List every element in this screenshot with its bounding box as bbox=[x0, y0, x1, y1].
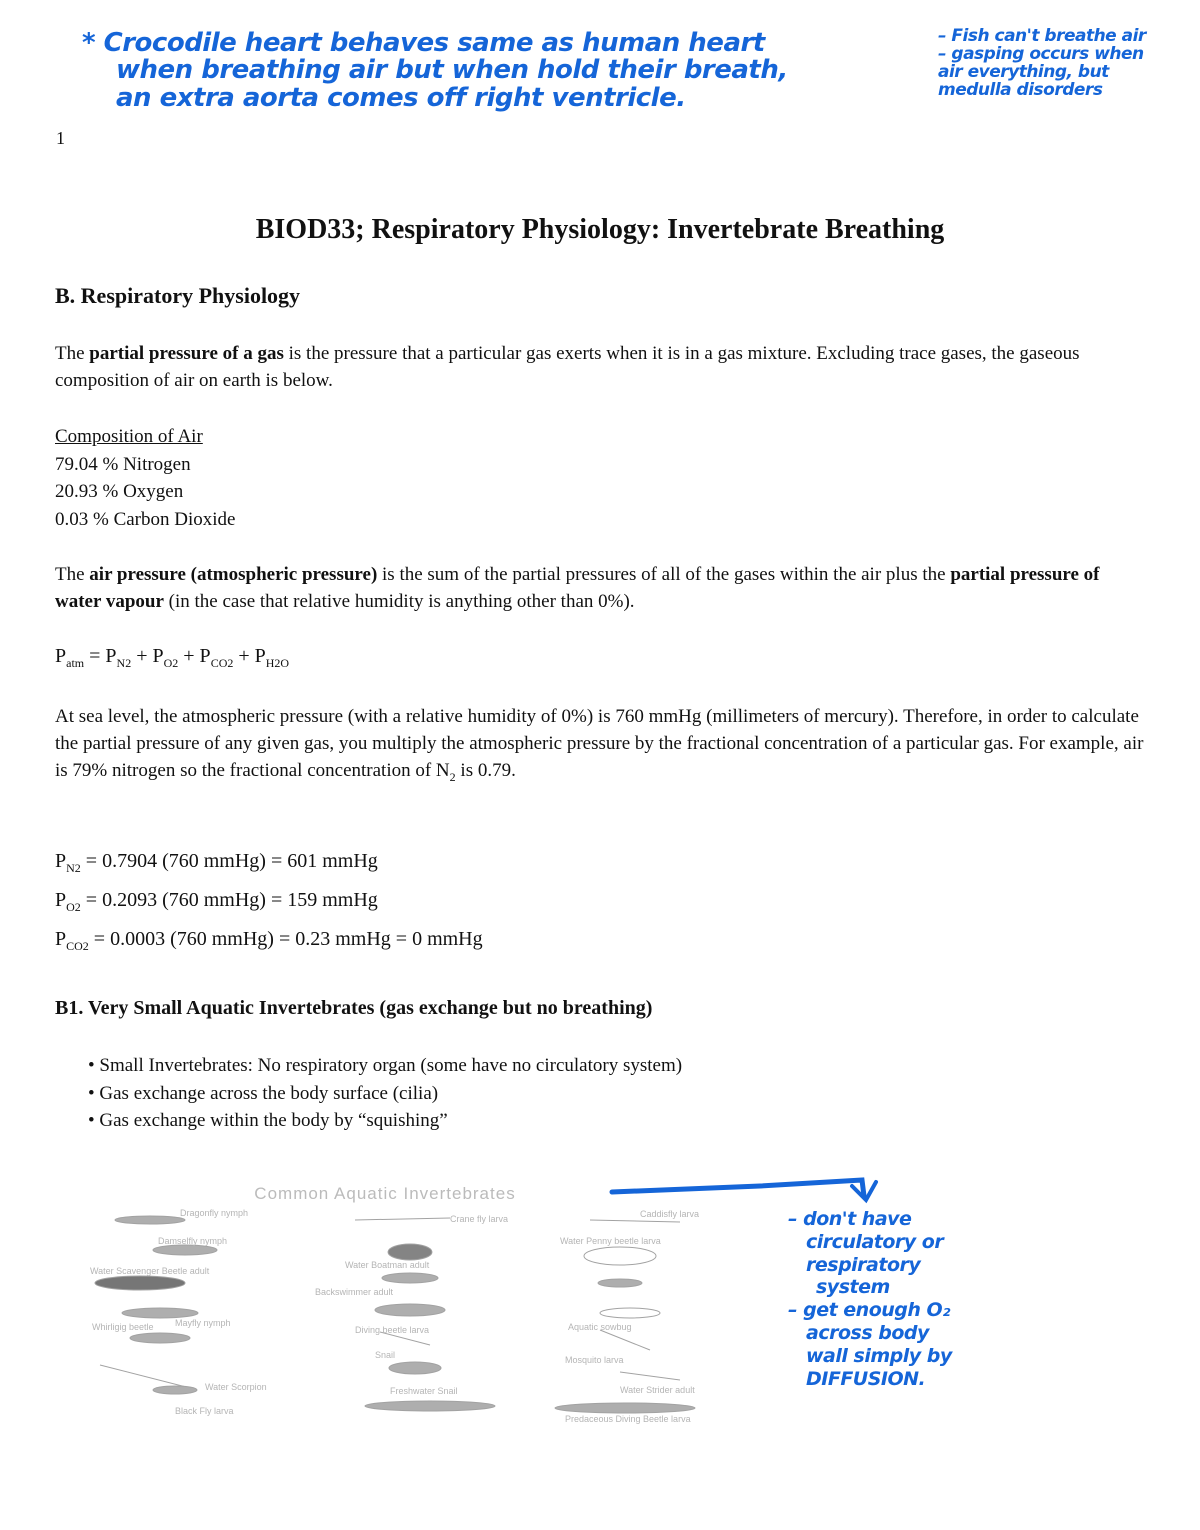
list-item: 20.93 % Oxygen bbox=[55, 481, 184, 502]
note-line: * Crocodile heart behaves same as human heart bbox=[82, 28, 765, 58]
figure-label: Water Strider adult bbox=[620, 1385, 695, 1395]
figure-label: Black Fly larva bbox=[175, 1406, 234, 1416]
note-line: medulla disorders bbox=[938, 79, 1103, 100]
air-composition-list bbox=[55, 423, 235, 533]
insect-drawing bbox=[600, 1330, 650, 1350]
list-item: • Gas exchange within the body by “squishing” bbox=[88, 1107, 682, 1135]
handwritten-note-invertebrates bbox=[788, 1208, 1018, 1390]
air-composition-heading: Composition of Air bbox=[55, 426, 203, 447]
handwritten-note-fish bbox=[938, 28, 1188, 99]
formula-subscript: N2 bbox=[66, 861, 81, 875]
beetle-drawing bbox=[584, 1247, 656, 1265]
figure-label: Crane fly larva bbox=[450, 1214, 509, 1224]
formula-symbol: P bbox=[55, 850, 67, 872]
formula-subscript: O2 bbox=[66, 900, 81, 914]
paragraph-air-pressure bbox=[55, 561, 1145, 615]
note-line: across body bbox=[806, 1321, 929, 1344]
figure-label: Water Scavenger Beetle adult bbox=[90, 1266, 210, 1276]
note-line: – don't have bbox=[788, 1208, 912, 1230]
formula-symbol: + P bbox=[131, 645, 164, 667]
text-run: (in the case that relative humidity is anything other than 0%). bbox=[163, 591, 635, 612]
insect-drawing bbox=[153, 1386, 197, 1394]
text-run: The bbox=[55, 343, 90, 364]
figure-label: Predaceous Diving Beetle larva bbox=[565, 1414, 691, 1424]
list-item: • Gas exchange across the body surface (cilia) bbox=[88, 1080, 682, 1108]
figure-label: Caddisfly larva bbox=[640, 1209, 700, 1219]
paragraph-partial-pressure bbox=[55, 340, 1145, 394]
formula-subscript: 2 bbox=[449, 769, 456, 784]
insect-drawing bbox=[620, 1372, 680, 1380]
text-run: The bbox=[55, 564, 90, 585]
insect-drawing bbox=[365, 1401, 495, 1411]
insect-drawing bbox=[389, 1362, 441, 1374]
formula-subscript: CO2 bbox=[66, 939, 89, 953]
insect-drawing bbox=[590, 1220, 680, 1222]
calculation-line bbox=[55, 884, 483, 923]
partial-pressure-calculations bbox=[55, 845, 483, 962]
insect-drawing bbox=[375, 1304, 445, 1316]
formula-subscript: atm bbox=[66, 656, 85, 670]
figure-label: Aquatic sowbug bbox=[568, 1322, 632, 1332]
term-air-pressure: air pressure (atmospheric pressure) bbox=[89, 564, 378, 585]
note-line: – Fish can't breathe air bbox=[938, 26, 1146, 46]
bullet-list bbox=[88, 1052, 682, 1135]
atmospheric-pressure-formula bbox=[55, 645, 289, 671]
list-item: 79.04 % Nitrogen bbox=[55, 453, 191, 475]
note-line: air everything, but bbox=[938, 61, 1109, 82]
note-line: when breathing air but when hold their breath, bbox=[116, 55, 788, 86]
document-title: BIOD33; Respiratory Physiology: Invertebrate Breathing bbox=[255, 214, 945, 245]
figure-label: Dragonfly nymph bbox=[180, 1208, 249, 1218]
insect-drawing bbox=[555, 1403, 695, 1413]
calculation-text: = 0.0003 (760 mmHg) = 0.23 mmHg = 0 mmHg bbox=[88, 928, 483, 950]
formula-symbol: + P bbox=[178, 645, 211, 667]
note-line: DIFFUSION. bbox=[806, 1367, 926, 1390]
figure-label: Water Penny beetle larva bbox=[560, 1236, 661, 1246]
insect-drawing bbox=[153, 1245, 217, 1255]
insect-drawing bbox=[600, 1308, 660, 1318]
insect-drawing bbox=[382, 1273, 438, 1283]
text-run: is the sum of the partial pressures of all of the gases within the air plus the bbox=[377, 564, 951, 585]
formula-symbol: P bbox=[55, 645, 67, 667]
formula-subscript: N2 bbox=[116, 656, 132, 670]
calculation-line bbox=[55, 845, 483, 884]
figure-label: Backswimmer adult bbox=[315, 1287, 394, 1297]
figure-label: Snail bbox=[375, 1350, 396, 1360]
formula-subscript: O2 bbox=[163, 656, 179, 670]
page-number: 1 bbox=[56, 128, 65, 148]
insect-drawing bbox=[122, 1308, 198, 1318]
formula-symbol: P bbox=[55, 928, 67, 950]
formula-symbol: = P bbox=[84, 645, 117, 667]
figure-title: Common Aquatic Invertebrates bbox=[254, 1184, 516, 1203]
list-item: • Small Invertebrates: No respiratory organ (some have no circulatory system) bbox=[88, 1052, 682, 1080]
calculation-text: = 0.2093 (760 mmHg) = 159 mmHg bbox=[80, 889, 378, 911]
section-heading-b: B. Respiratory Physiology bbox=[55, 283, 301, 308]
formula-subscript: H2O bbox=[265, 656, 290, 670]
note-line: circulatory or bbox=[806, 1230, 944, 1253]
insect-drawing bbox=[598, 1279, 642, 1287]
figure-label: Whirligig beetle bbox=[92, 1322, 154, 1332]
figure-label: Water Scorpion bbox=[205, 1382, 267, 1392]
calculation-line bbox=[55, 923, 483, 962]
note-line: respiratory bbox=[806, 1253, 921, 1276]
section-heading-b1: B1. Very Small Aquatic Invertebrates (gas exchange but no breathing) bbox=[55, 997, 653, 1019]
formula-symbol: P bbox=[55, 889, 67, 911]
insect-drawing bbox=[130, 1333, 190, 1343]
term-water-vapour: partial pressure of water vapour bbox=[55, 564, 1100, 612]
insect-drawing bbox=[115, 1216, 185, 1224]
insect-drawing bbox=[100, 1365, 190, 1388]
note-line: an extra aorta comes off right ventricle. bbox=[116, 82, 686, 113]
handwritten-note-crocodile bbox=[82, 30, 902, 112]
formula-symbol: + P bbox=[233, 645, 266, 667]
figure-label: Water Boatman adult bbox=[345, 1260, 430, 1270]
list-item: 0.03 % Carbon Dioxide bbox=[55, 508, 236, 530]
figure-label: Damselfly nymph bbox=[158, 1236, 228, 1246]
paragraph-sea-level bbox=[55, 703, 1145, 791]
insect-drawing bbox=[388, 1244, 432, 1260]
term-partial-pressure: partial pressure of a gas bbox=[89, 343, 284, 364]
note-line: – get enough O₂ bbox=[788, 1299, 951, 1322]
figure-label: Mayfly nymph bbox=[175, 1318, 231, 1328]
text-run: is the pressure that a particular gas exerts when it is in a gas mixture. Excluding trace gases, the gaseous composition of air on earth is below. bbox=[55, 343, 1080, 391]
text-run: At sea level, the atmospheric pressure (with a relative humidity of 0%) is 760 mmHg (millimeters of mercury). Therefore, in order to calculate the partial pressure of any given gas, you multiply the atmospheric pressure by the fractional concentration of a particular gas. For example, air is 79% nitrogen so the fractional concentration of N bbox=[55, 706, 1144, 781]
note-line: system bbox=[816, 1276, 890, 1299]
note-line: – gasping occurs when bbox=[938, 43, 1144, 64]
beetle-drawing bbox=[95, 1276, 185, 1290]
insect-drawing bbox=[355, 1218, 450, 1220]
calculation-text: = 0.7904 (760 mmHg) = 601 mmHg bbox=[80, 850, 378, 872]
figure-label: Diving beetle larva bbox=[355, 1325, 430, 1335]
text-run: is 0.79. bbox=[455, 760, 516, 781]
formula-subscript: CO2 bbox=[210, 656, 234, 670]
figure-label: Freshwater Snail bbox=[390, 1386, 458, 1396]
note-line: wall simply by bbox=[806, 1344, 952, 1367]
figure-label: Mosquito larva bbox=[565, 1355, 624, 1365]
